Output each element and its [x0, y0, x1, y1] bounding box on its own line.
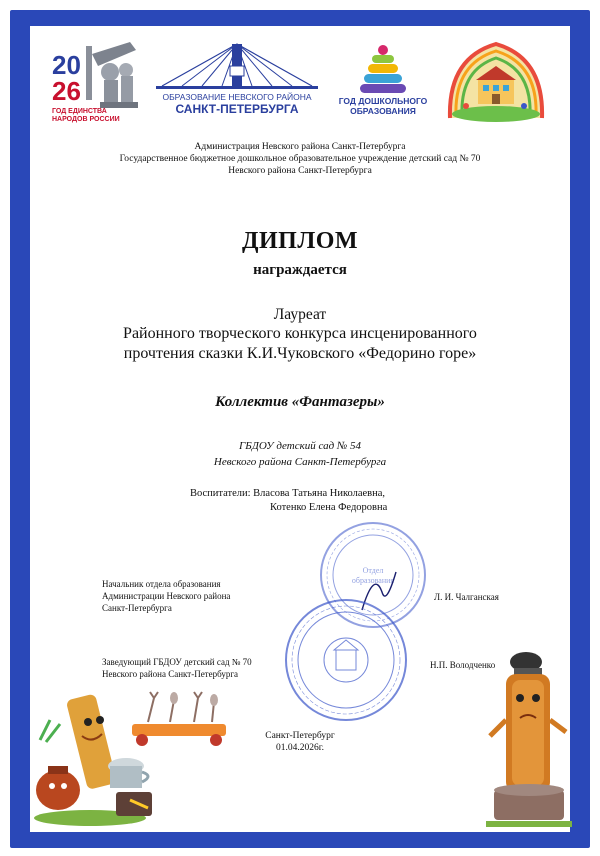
header-institution: Государственное бюджетное дошкольное образовательное учреждение детский сад № 70 [119, 154, 481, 164]
head-title-line1: Начальник отдела образования [102, 579, 221, 589]
manager-title-line1: Заведующий ГБДОУ детский сад № 70 [102, 657, 252, 667]
unity-caption-line2: НАРОДОВ РОССИИ [52, 116, 120, 123]
school-line2: Невского района Санкт-Петербурга [213, 456, 387, 468]
manager-name: Н.П. Володченко [430, 660, 496, 670]
round-stamp-icon [282, 596, 410, 724]
pyramid-toy-icon [330, 44, 436, 94]
contest-line1: Районного творческого конкурса инсценированного [123, 325, 477, 342]
diploma-title: ДИПЛОМ [241, 228, 359, 254]
collective-name: Коллектив «Фантазеры» [215, 394, 385, 410]
head-title-line2: Администрации Невского района [102, 591, 231, 601]
header-district: Невского района Санкт-Петербурга [228, 166, 372, 176]
footer-date: 01.04.2026г. [276, 743, 324, 753]
year-top-digits: 20 [52, 50, 81, 80]
laureate-text: Лауреат [273, 306, 327, 323]
awarded-text: награждается [253, 262, 347, 278]
running-cutlery-illustration [124, 690, 234, 750]
header-administration: Администрация Невского района Санкт-Петербурга [194, 142, 406, 152]
bridge-icon [152, 42, 322, 92]
manager-title-line2: Невского района Санкт-Петербурга [102, 669, 239, 679]
contest-line2: прочтения сказки К.И.Чуковского «Федорино горе» [123, 345, 477, 362]
kindergarten-stamp [282, 596, 410, 724]
year-bottom-digits: 26 [52, 76, 81, 106]
unity-caption-line1: ГОД ЕДИНСТВА [52, 108, 107, 115]
kindergarten-emblem [444, 38, 548, 124]
kindergarten-building-icon [444, 38, 548, 124]
school-line1: ГБДОУ детский сад № 54 [238, 440, 362, 452]
footer-city: Санкт-Петербург [265, 731, 335, 741]
year-of-unity-logo [52, 40, 142, 124]
edu-logo-line2: САНКТ-ПЕТЕРБУРГА [175, 102, 299, 116]
preschool-logo-line2: ОБРАЗОВАНИЯ [350, 106, 416, 116]
preschool-logo-line1: ГОД ДОШКОЛЬНОГО [338, 96, 428, 106]
teachers-line2: Котенко Елена Федоровна [270, 502, 388, 513]
stamp1-center-text: Отдел образования [351, 566, 395, 585]
cutting-board-character-illustration [484, 640, 574, 830]
head-name: Л. И. Чалганская [434, 592, 499, 602]
head-title-line3: Санкт-Петербурга [102, 603, 172, 613]
edu-logo-line1: ОБРАЗОВАНИЕ НЕВСКОГО РАЙОНА [162, 92, 312, 102]
preschool-year-logo [330, 44, 436, 120]
teachers-line1: Воспитатели: Власова Татьяна Николаевна, [190, 488, 386, 499]
nevsky-education-logo [152, 42, 322, 120]
